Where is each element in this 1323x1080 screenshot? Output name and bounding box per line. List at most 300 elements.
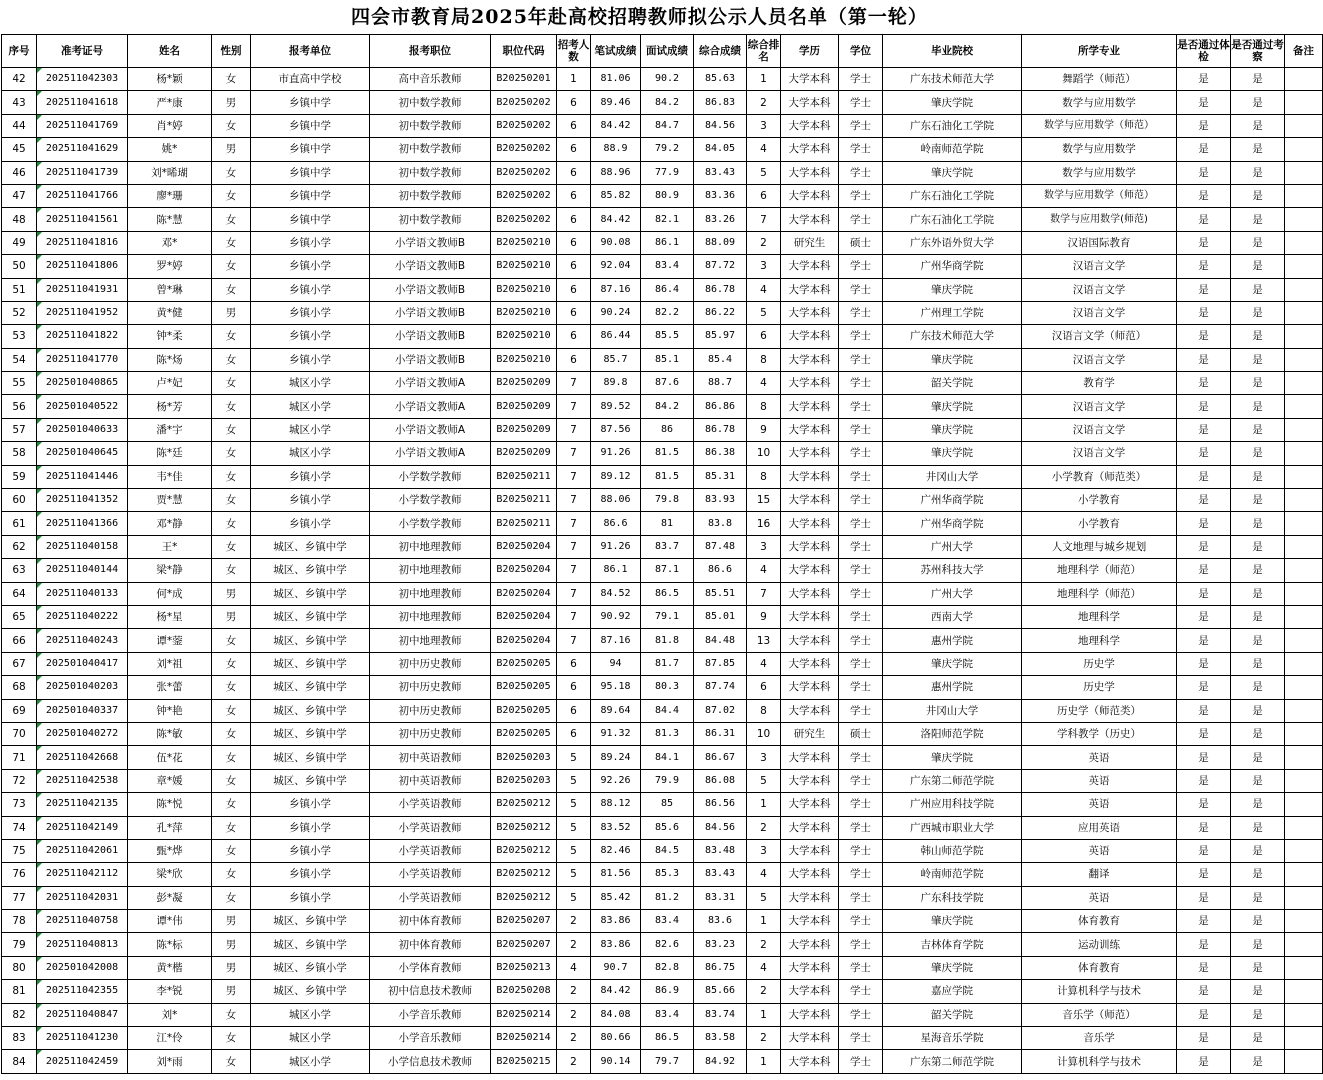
cell-written-score: 84.08 bbox=[591, 1003, 641, 1026]
cell-gender: 女 bbox=[212, 535, 251, 558]
cell-interview-score: 81.3 bbox=[641, 722, 694, 745]
cell-education: 大学本科 bbox=[781, 933, 839, 956]
cell-rank: 1 bbox=[747, 1050, 781, 1073]
cell-position-code: B20250202 bbox=[491, 91, 557, 114]
cell-exam-id: 202501040865 bbox=[37, 372, 128, 395]
cell-major: 汉语言文学 bbox=[1022, 278, 1177, 301]
cell-quota: 6 bbox=[557, 325, 591, 348]
cell-position: 初中体育教师 bbox=[370, 933, 491, 956]
cell-name: 廖*珊 bbox=[128, 184, 212, 207]
cell-total-score: 84.56 bbox=[694, 114, 747, 137]
header-position: 报考职位 bbox=[370, 35, 491, 68]
cell-education: 研究生 bbox=[781, 231, 839, 254]
cell-interview-score: 80.9 bbox=[641, 184, 694, 207]
cell-rank: 3 bbox=[747, 255, 781, 278]
cell-gender: 女 bbox=[212, 348, 251, 371]
header-rank: 综合排名 bbox=[747, 35, 781, 68]
table-row bbox=[2, 535, 1323, 558]
candidate-table bbox=[1, 34, 1323, 1074]
cell-major: 数学与应用数学(师范) bbox=[1022, 208, 1177, 231]
cell-rank: 3 bbox=[747, 839, 781, 862]
cell-quota: 7 bbox=[557, 372, 591, 395]
cell-degree: 学士 bbox=[839, 418, 883, 441]
cell-interview-score: 79.7 bbox=[641, 1050, 694, 1073]
cell-name: 甄*烨 bbox=[128, 839, 212, 862]
cell-education: 大学本科 bbox=[781, 418, 839, 441]
cell-position: 初中信息技术教师 bbox=[370, 980, 491, 1003]
cell-major: 学科教学（历史） bbox=[1022, 722, 1177, 745]
table-row bbox=[2, 184, 1323, 207]
cell-unit: 乡镇中学 bbox=[251, 161, 370, 184]
cell-position-code: B20250204 bbox=[491, 535, 557, 558]
cell-name: 孔*萍 bbox=[128, 816, 212, 839]
cell-rank: 16 bbox=[747, 512, 781, 535]
cell-quota: 2 bbox=[557, 980, 591, 1003]
cell-exam-id: 202511042303 bbox=[37, 68, 128, 91]
cell-exam-id: 202511040758 bbox=[37, 910, 128, 933]
cell-education: 大学本科 bbox=[781, 442, 839, 465]
cell-medical-pass: 是 bbox=[1177, 114, 1231, 137]
cell-degree: 学士 bbox=[839, 68, 883, 91]
cell-medical-pass: 是 bbox=[1177, 559, 1231, 582]
cell-interview-score: 86.1 bbox=[641, 231, 694, 254]
cell-major: 数学与应用数学（师范） bbox=[1022, 184, 1177, 207]
cell-remark bbox=[1285, 1027, 1323, 1050]
cell-medical-pass: 是 bbox=[1177, 348, 1231, 371]
table-row bbox=[2, 746, 1323, 769]
cell-interview-score: 85.3 bbox=[641, 863, 694, 886]
cell-medical-pass: 是 bbox=[1177, 582, 1231, 605]
cell-exam-id: 202511042538 bbox=[37, 769, 128, 792]
cell-major: 体育教育 bbox=[1022, 910, 1177, 933]
cell-name: 伍*花 bbox=[128, 746, 212, 769]
cell-major: 汉语言文学 bbox=[1022, 301, 1177, 324]
table-row bbox=[2, 676, 1323, 699]
cell-exam-id: 202511042459 bbox=[37, 1050, 128, 1073]
cell-total-score: 83.8 bbox=[694, 512, 747, 535]
cell-seq: 59 bbox=[2, 465, 37, 488]
cell-position: 初中地理教师 bbox=[370, 559, 491, 582]
cell-medical-pass: 是 bbox=[1177, 138, 1231, 161]
cell-position-code: B20250211 bbox=[491, 512, 557, 535]
header-unit: 报考单位 bbox=[251, 35, 370, 68]
cell-gender: 女 bbox=[212, 699, 251, 722]
header-name: 姓名 bbox=[128, 35, 212, 68]
cell-interview-score: 85 bbox=[641, 793, 694, 816]
table-row bbox=[2, 629, 1323, 652]
cell-gender: 男 bbox=[212, 956, 251, 979]
cell-name: 肖*婷 bbox=[128, 114, 212, 137]
cell-remark bbox=[1285, 699, 1323, 722]
cell-position-code: B20250204 bbox=[491, 559, 557, 582]
cell-seq: 67 bbox=[2, 652, 37, 675]
cell-quota: 5 bbox=[557, 793, 591, 816]
cell-position: 初中地理教师 bbox=[370, 629, 491, 652]
cell-total-score: 85.4 bbox=[694, 348, 747, 371]
cell-school: 广东外语外贸大学 bbox=[883, 231, 1022, 254]
cell-school: 广东石油化工学院 bbox=[883, 184, 1022, 207]
cell-interview-score: 82.6 bbox=[641, 933, 694, 956]
cell-major: 历史学 bbox=[1022, 652, 1177, 675]
cell-unit: 城区小学 bbox=[251, 1050, 370, 1073]
cell-total-score: 83.26 bbox=[694, 208, 747, 231]
cell-education: 大学本科 bbox=[781, 512, 839, 535]
cell-school: 肇庆学院 bbox=[883, 442, 1022, 465]
cell-written-score: 84.42 bbox=[591, 114, 641, 137]
cell-position: 初中历史教师 bbox=[370, 676, 491, 699]
table-row bbox=[2, 68, 1323, 91]
cell-total-score: 83.58 bbox=[694, 1027, 747, 1050]
cell-seq: 84 bbox=[2, 1050, 37, 1073]
cell-major: 地理科学 bbox=[1022, 605, 1177, 628]
table-row bbox=[2, 278, 1323, 301]
cell-rank: 2 bbox=[747, 933, 781, 956]
cell-major: 汉语言文学 bbox=[1022, 395, 1177, 418]
header-major: 所学专业 bbox=[1022, 35, 1177, 68]
cell-interview-score: 84.7 bbox=[641, 114, 694, 137]
cell-inspection-pass: 是 bbox=[1231, 910, 1285, 933]
cell-school: 广东技术师范大学 bbox=[883, 68, 1022, 91]
cell-position: 小学语文教师B bbox=[370, 255, 491, 278]
cell-exam-id: 202511040813 bbox=[37, 933, 128, 956]
cell-school: 惠州学院 bbox=[883, 629, 1022, 652]
cell-unit: 城区、乡镇中学 bbox=[251, 699, 370, 722]
cell-quota: 7 bbox=[557, 442, 591, 465]
cell-seq: 43 bbox=[2, 91, 37, 114]
cell-quota: 5 bbox=[557, 863, 591, 886]
cell-rank: 5 bbox=[747, 769, 781, 792]
cell-interview-score: 85.1 bbox=[641, 348, 694, 371]
cell-unit: 城区小学 bbox=[251, 418, 370, 441]
cell-degree: 学士 bbox=[839, 114, 883, 137]
cell-education: 研究生 bbox=[781, 722, 839, 745]
cell-degree: 学士 bbox=[839, 301, 883, 324]
cell-position-code: B20250202 bbox=[491, 161, 557, 184]
cell-interview-score: 77.9 bbox=[641, 161, 694, 184]
table-header bbox=[2, 35, 1323, 68]
cell-position-code: B20250214 bbox=[491, 1027, 557, 1050]
cell-interview-score: 79.2 bbox=[641, 138, 694, 161]
cell-medical-pass: 是 bbox=[1177, 933, 1231, 956]
cell-quota: 2 bbox=[557, 1050, 591, 1073]
table-row bbox=[2, 325, 1323, 348]
cell-medical-pass: 是 bbox=[1177, 769, 1231, 792]
cell-written-score: 88.12 bbox=[591, 793, 641, 816]
cell-gender: 男 bbox=[212, 582, 251, 605]
table-row bbox=[2, 301, 1323, 324]
cell-total-score: 85.51 bbox=[694, 582, 747, 605]
cell-unit: 乡镇小学 bbox=[251, 231, 370, 254]
cell-position-code: B20250210 bbox=[491, 348, 557, 371]
cell-interview-score: 84.5 bbox=[641, 839, 694, 862]
cell-degree: 学士 bbox=[839, 512, 883, 535]
cell-school: 肇庆学院 bbox=[883, 956, 1022, 979]
cell-remark bbox=[1285, 348, 1323, 371]
cell-position: 初中数学教师 bbox=[370, 91, 491, 114]
cell-written-score: 83.52 bbox=[591, 816, 641, 839]
cell-gender: 女 bbox=[212, 325, 251, 348]
cell-exam-id: 202511041931 bbox=[37, 278, 128, 301]
cell-seq: 44 bbox=[2, 114, 37, 137]
cell-interview-score: 81 bbox=[641, 512, 694, 535]
cell-written-score: 83.86 bbox=[591, 933, 641, 956]
cell-position-code: B20250211 bbox=[491, 465, 557, 488]
cell-degree: 学士 bbox=[839, 582, 883, 605]
cell-inspection-pass: 是 bbox=[1231, 255, 1285, 278]
cell-degree: 学士 bbox=[839, 395, 883, 418]
cell-exam-id: 202511041618 bbox=[37, 91, 128, 114]
cell-quota: 4 bbox=[557, 956, 591, 979]
cell-quota: 2 bbox=[557, 1027, 591, 1050]
cell-seq: 65 bbox=[2, 605, 37, 628]
cell-interview-score: 86.9 bbox=[641, 980, 694, 1003]
cell-written-score: 89.8 bbox=[591, 372, 641, 395]
cell-interview-score: 85.6 bbox=[641, 816, 694, 839]
header-remark: 备注 bbox=[1285, 35, 1323, 68]
cell-position: 小学语文教师B bbox=[370, 348, 491, 371]
cell-name: 刘*祖 bbox=[128, 652, 212, 675]
cell-medical-pass: 是 bbox=[1177, 980, 1231, 1003]
cell-exam-id: 202511040243 bbox=[37, 629, 128, 652]
cell-gender: 女 bbox=[212, 372, 251, 395]
cell-position: 小学语文教师A bbox=[370, 418, 491, 441]
cell-position: 初中数学教师 bbox=[370, 184, 491, 207]
cell-position-code: B20250204 bbox=[491, 582, 557, 605]
table-row bbox=[2, 465, 1323, 488]
cell-exam-id: 202511042135 bbox=[37, 793, 128, 816]
cell-inspection-pass: 是 bbox=[1231, 114, 1285, 137]
cell-major: 数学与应用数学（师范） bbox=[1022, 114, 1177, 137]
cell-total-score: 86.83 bbox=[694, 91, 747, 114]
cell-degree: 学士 bbox=[839, 1050, 883, 1073]
cell-position-code: B20250207 bbox=[491, 933, 557, 956]
cell-education: 大学本科 bbox=[781, 910, 839, 933]
cell-major: 计算机科学与技术 bbox=[1022, 980, 1177, 1003]
cell-total-score: 83.36 bbox=[694, 184, 747, 207]
cell-education: 大学本科 bbox=[781, 652, 839, 675]
cell-exam-id: 202511041352 bbox=[37, 489, 128, 512]
table-row bbox=[2, 114, 1323, 137]
cell-unit: 乡镇小学 bbox=[251, 512, 370, 535]
cell-rank: 8 bbox=[747, 395, 781, 418]
cell-total-score: 86.78 bbox=[694, 278, 747, 301]
cell-major: 音乐学（师范） bbox=[1022, 1003, 1177, 1026]
header-quota: 招考人数 bbox=[557, 35, 591, 68]
cell-gender: 女 bbox=[212, 442, 251, 465]
cell-name: 梁*欣 bbox=[128, 863, 212, 886]
cell-quota: 5 bbox=[557, 769, 591, 792]
cell-total-score: 86.86 bbox=[694, 395, 747, 418]
cell-remark bbox=[1285, 114, 1323, 137]
cell-total-score: 85.63 bbox=[694, 68, 747, 91]
cell-education: 大学本科 bbox=[781, 184, 839, 207]
cell-remark bbox=[1285, 652, 1323, 675]
cell-rank: 9 bbox=[747, 605, 781, 628]
cell-rank: 7 bbox=[747, 208, 781, 231]
cell-medical-pass: 是 bbox=[1177, 793, 1231, 816]
cell-degree: 学士 bbox=[839, 746, 883, 769]
cell-education: 大学本科 bbox=[781, 138, 839, 161]
cell-position-code: B20250210 bbox=[491, 325, 557, 348]
cell-remark bbox=[1285, 255, 1323, 278]
cell-position-code: B20250205 bbox=[491, 652, 557, 675]
cell-school: 韶关学院 bbox=[883, 1003, 1022, 1026]
cell-name: 贾*慧 bbox=[128, 489, 212, 512]
cell-position: 小学数学教师 bbox=[370, 512, 491, 535]
cell-remark bbox=[1285, 793, 1323, 816]
cell-major: 汉语言文学 bbox=[1022, 348, 1177, 371]
cell-seq: 73 bbox=[2, 793, 37, 816]
cell-remark bbox=[1285, 676, 1323, 699]
cell-inspection-pass: 是 bbox=[1231, 301, 1285, 324]
cell-total-score: 83.43 bbox=[694, 161, 747, 184]
cell-written-score: 86.6 bbox=[591, 512, 641, 535]
cell-medical-pass: 是 bbox=[1177, 91, 1231, 114]
cell-degree: 学士 bbox=[839, 465, 883, 488]
table-row bbox=[2, 582, 1323, 605]
cell-major: 应用英语 bbox=[1022, 816, 1177, 839]
cell-gender: 女 bbox=[212, 559, 251, 582]
cell-exam-id: 202511041629 bbox=[37, 138, 128, 161]
cell-interview-score: 90.2 bbox=[641, 68, 694, 91]
cell-school: 广东第二师范学院 bbox=[883, 1050, 1022, 1073]
cell-degree: 学士 bbox=[839, 255, 883, 278]
cell-gender: 女 bbox=[212, 512, 251, 535]
cell-name: 陈*标 bbox=[128, 933, 212, 956]
cell-degree: 学士 bbox=[839, 676, 883, 699]
cell-major: 地理科学（师范） bbox=[1022, 559, 1177, 582]
cell-exam-id: 202501040645 bbox=[37, 442, 128, 465]
cell-rank: 4 bbox=[747, 559, 781, 582]
table-row bbox=[2, 372, 1323, 395]
cell-degree: 硕士 bbox=[839, 231, 883, 254]
cell-position-code: B20250210 bbox=[491, 231, 557, 254]
cell-position-code: B20250212 bbox=[491, 793, 557, 816]
cell-remark bbox=[1285, 231, 1323, 254]
cell-interview-score: 83.4 bbox=[641, 255, 694, 278]
cell-written-score: 90.7 bbox=[591, 956, 641, 979]
cell-major: 汉语言文学 bbox=[1022, 418, 1177, 441]
cell-major: 汉语国际教育 bbox=[1022, 231, 1177, 254]
cell-gender: 女 bbox=[212, 395, 251, 418]
table-row bbox=[2, 1003, 1323, 1026]
cell-remark bbox=[1285, 933, 1323, 956]
cell-position: 小学语文教师B bbox=[370, 278, 491, 301]
table-row bbox=[2, 722, 1323, 745]
cell-inspection-pass: 是 bbox=[1231, 1050, 1285, 1073]
cell-name: 杨*颖 bbox=[128, 68, 212, 91]
table-row bbox=[2, 208, 1323, 231]
cell-inspection-pass: 是 bbox=[1231, 348, 1285, 371]
cell-remark bbox=[1285, 395, 1323, 418]
cell-interview-score: 87.6 bbox=[641, 372, 694, 395]
header-medical-pass: 是否通过体检 bbox=[1177, 35, 1231, 68]
cell-inspection-pass: 是 bbox=[1231, 489, 1285, 512]
cell-unit: 乡镇小学 bbox=[251, 489, 370, 512]
cell-interview-score: 86.5 bbox=[641, 582, 694, 605]
cell-major: 历史学（师范类） bbox=[1022, 699, 1177, 722]
cell-exam-id: 202501040633 bbox=[37, 418, 128, 441]
cell-education: 大学本科 bbox=[781, 348, 839, 371]
cell-rank: 4 bbox=[747, 652, 781, 675]
cell-position: 小学语文教师A bbox=[370, 442, 491, 465]
cell-major: 历史学 bbox=[1022, 676, 1177, 699]
cell-remark bbox=[1285, 605, 1323, 628]
cell-inspection-pass: 是 bbox=[1231, 816, 1285, 839]
cell-remark bbox=[1285, 839, 1323, 862]
cell-interview-score: 87.1 bbox=[641, 559, 694, 582]
cell-major: 英语 bbox=[1022, 886, 1177, 909]
cell-rank: 1 bbox=[747, 910, 781, 933]
cell-seq: 83 bbox=[2, 1027, 37, 1050]
cell-remark bbox=[1285, 816, 1323, 839]
cell-gender: 女 bbox=[212, 676, 251, 699]
cell-remark bbox=[1285, 1050, 1323, 1073]
cell-unit: 城区、乡镇中学 bbox=[251, 769, 370, 792]
cell-school: 广州大学 bbox=[883, 535, 1022, 558]
cell-interview-score: 82.1 bbox=[641, 208, 694, 231]
cell-remark bbox=[1285, 442, 1323, 465]
cell-name: 罗*婷 bbox=[128, 255, 212, 278]
cell-unit: 城区、乡镇中学 bbox=[251, 582, 370, 605]
cell-school: 肇庆学院 bbox=[883, 418, 1022, 441]
cell-written-score: 95.18 bbox=[591, 676, 641, 699]
cell-name: 邓* bbox=[128, 231, 212, 254]
cell-interview-score: 81.5 bbox=[641, 465, 694, 488]
cell-school: 岭南师范学院 bbox=[883, 138, 1022, 161]
cell-inspection-pass: 是 bbox=[1231, 184, 1285, 207]
cell-inspection-pass: 是 bbox=[1231, 68, 1285, 91]
cell-name: 邓*静 bbox=[128, 512, 212, 535]
cell-school: 广西城市职业大学 bbox=[883, 816, 1022, 839]
cell-exam-id: 202501040417 bbox=[37, 652, 128, 675]
cell-seq: 81 bbox=[2, 980, 37, 1003]
cell-remark bbox=[1285, 489, 1323, 512]
cell-total-score: 86.78 bbox=[694, 418, 747, 441]
cell-major: 计算机科学与技术 bbox=[1022, 1050, 1177, 1073]
cell-position-code: B20250210 bbox=[491, 301, 557, 324]
table-row bbox=[2, 489, 1323, 512]
cell-education: 大学本科 bbox=[781, 1050, 839, 1073]
cell-total-score: 87.85 bbox=[694, 652, 747, 675]
cell-gender: 女 bbox=[212, 68, 251, 91]
cell-position-code: B20250212 bbox=[491, 863, 557, 886]
cell-degree: 学士 bbox=[839, 769, 883, 792]
table-row bbox=[2, 699, 1323, 722]
cell-inspection-pass: 是 bbox=[1231, 605, 1285, 628]
cell-exam-id: 202511042112 bbox=[37, 863, 128, 886]
cell-unit: 城区、乡镇小学 bbox=[251, 956, 370, 979]
cell-rank: 4 bbox=[747, 138, 781, 161]
cell-school: 星海音乐学院 bbox=[883, 1027, 1022, 1050]
cell-position: 小学数学教师 bbox=[370, 489, 491, 512]
cell-remark bbox=[1285, 208, 1323, 231]
cell-exam-id: 202511041561 bbox=[37, 208, 128, 231]
cell-quota: 7 bbox=[557, 489, 591, 512]
cell-school: 广州应用科技学院 bbox=[883, 793, 1022, 816]
cell-written-score: 92.26 bbox=[591, 769, 641, 792]
cell-quota: 6 bbox=[557, 161, 591, 184]
cell-quota: 7 bbox=[557, 559, 591, 582]
cell-degree: 学士 bbox=[839, 652, 883, 675]
cell-name: 杨*芳 bbox=[128, 395, 212, 418]
cell-remark bbox=[1285, 769, 1323, 792]
cell-position-code: B20250211 bbox=[491, 489, 557, 512]
cell-position: 小学数学教师 bbox=[370, 465, 491, 488]
cell-inspection-pass: 是 bbox=[1231, 699, 1285, 722]
cell-gender: 男 bbox=[212, 138, 251, 161]
table-row bbox=[2, 605, 1323, 628]
